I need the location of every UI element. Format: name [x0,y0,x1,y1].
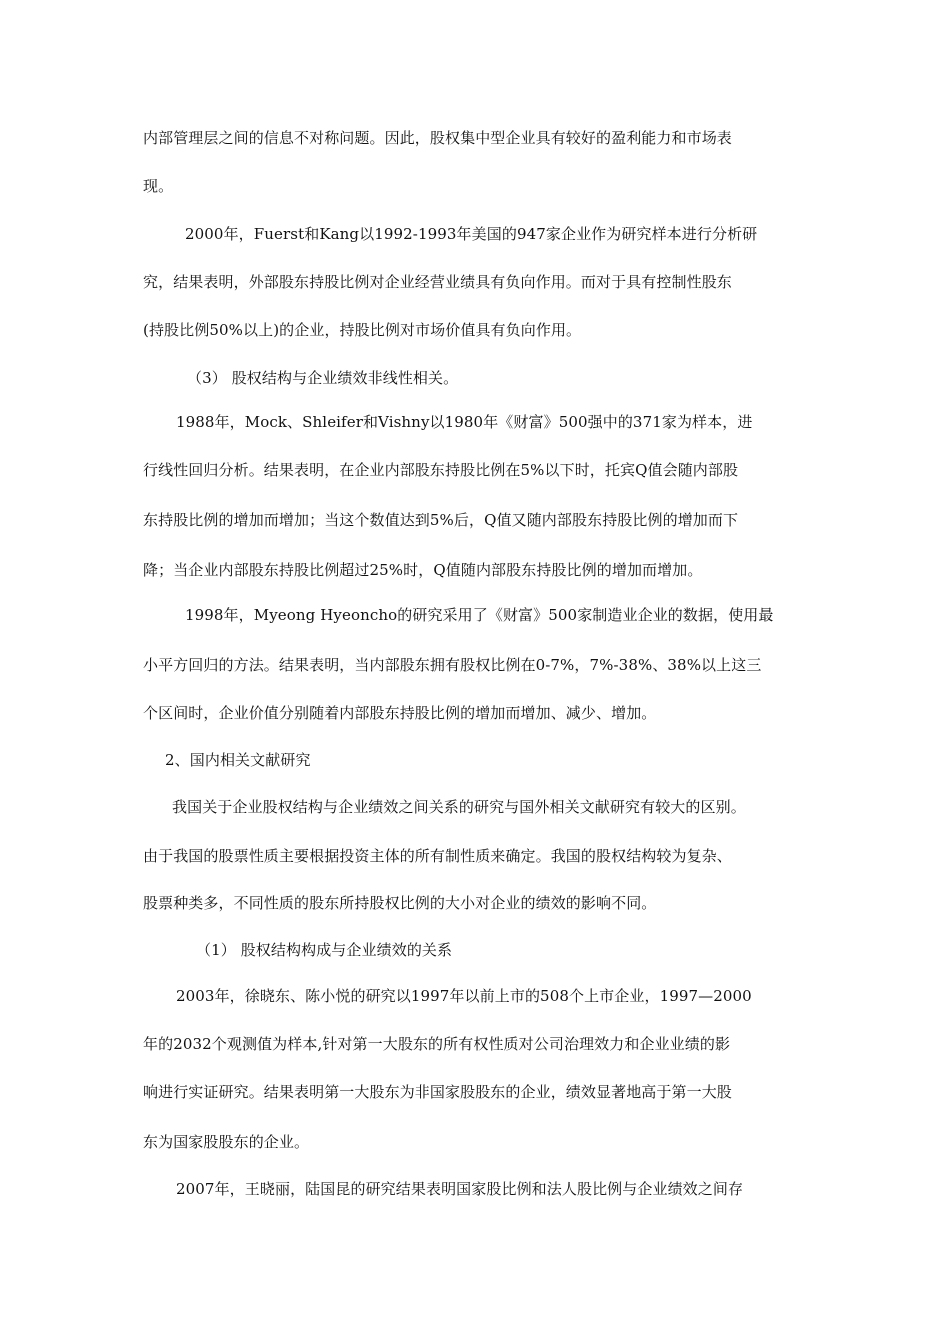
paragraph-line: 2003年，徐晓东、陈小悦的研究以1997年以前上市的508个上市企业，1997—2000 [176,987,752,1005]
paragraph-line: 我国关于企业股权结构与企业绩效之间关系的研究与国外相关文献研究有较大的区别。 [172,798,746,816]
paragraph-line: 个区间时，企业价值分别随着内部股东持股比例的增加而增加、减少、增加。 [143,704,657,722]
paragraph-line: 东持股比例的增加而增加；当这个数值达到5%后，Q值又随内部股东持股比例的增加而下 [143,511,739,529]
paragraph-line: 降；当企业内部股东持股比例超过25%时，Q值随内部股东持股比例的增加而增加。 [143,561,703,579]
paragraph-line: 内部管理层之间的信息不对称问题。因此，股权集中型企业具有较好的盈利能力和市场表 [143,129,732,147]
paragraph-line: 由于我国的股票性质主要根据投资主体的所有制性质来确定。我国的股权结构较为复杂、 [143,847,732,865]
paragraph-line: 2000年，Fuerst和Kang以1992-1993年美国的947家企业作为研究样本进行分析研 [185,225,758,243]
paragraph-line: 究，结果表明，外部股东持股比例对企业经营业绩具有负向作用。而对于具有控制性股东 [143,273,732,291]
paragraph-line: 1998年，Myeong Hyeoncho的研究采用了《财富》500家制造业企业的数据，使用最 [185,606,774,624]
paragraph-line: 2007年，王晓丽，陆国昆的研究结果表明国家股比例和法人股比例与企业绩效之间存 [176,1180,744,1198]
paragraph-line: 现。 [143,177,174,195]
paragraph-line: 股票种类多，不同性质的股东所持股权比例的大小对企业的绩效的影响不同。 [143,894,657,912]
section-heading: 2、国内相关文献研究 [165,751,311,769]
section-heading: （1） 股权结构构成与企业绩效的关系 [196,941,453,959]
paragraph-line: 年的2032个观测值为样本,针对第一大股东的所有权性质对公司治理效力和企业业绩的影 [143,1035,731,1053]
paragraph-line: 1988年，Mock、Shleifer和Vishny以1980年《财富》500强中的371家为样本，进 [176,413,753,431]
paragraph-line: 小平方回归的方法。结果表明，当内部股东拥有股权比例在0-7%，7%-38%、38%以上这三 [143,656,762,674]
section-heading: （3） 股权结构与企业绩效非线性相关。 [187,369,459,387]
paragraph-line: 响进行实证研究。结果表明第一大股东为非国家股股东的企业，绩效显著地高于第一大股 [143,1083,732,1101]
paragraph-line: 东为国家股股东的企业。 [143,1133,310,1151]
paragraph-line: 行线性回归分析。结果表明，在企业内部股东持股比例在5%以下时，托宾Q值会随内部股 [143,461,739,479]
paragraph-line: (持股比例50%以上)的企业，持股比例对市场价值具有负向作用。 [143,321,582,339]
